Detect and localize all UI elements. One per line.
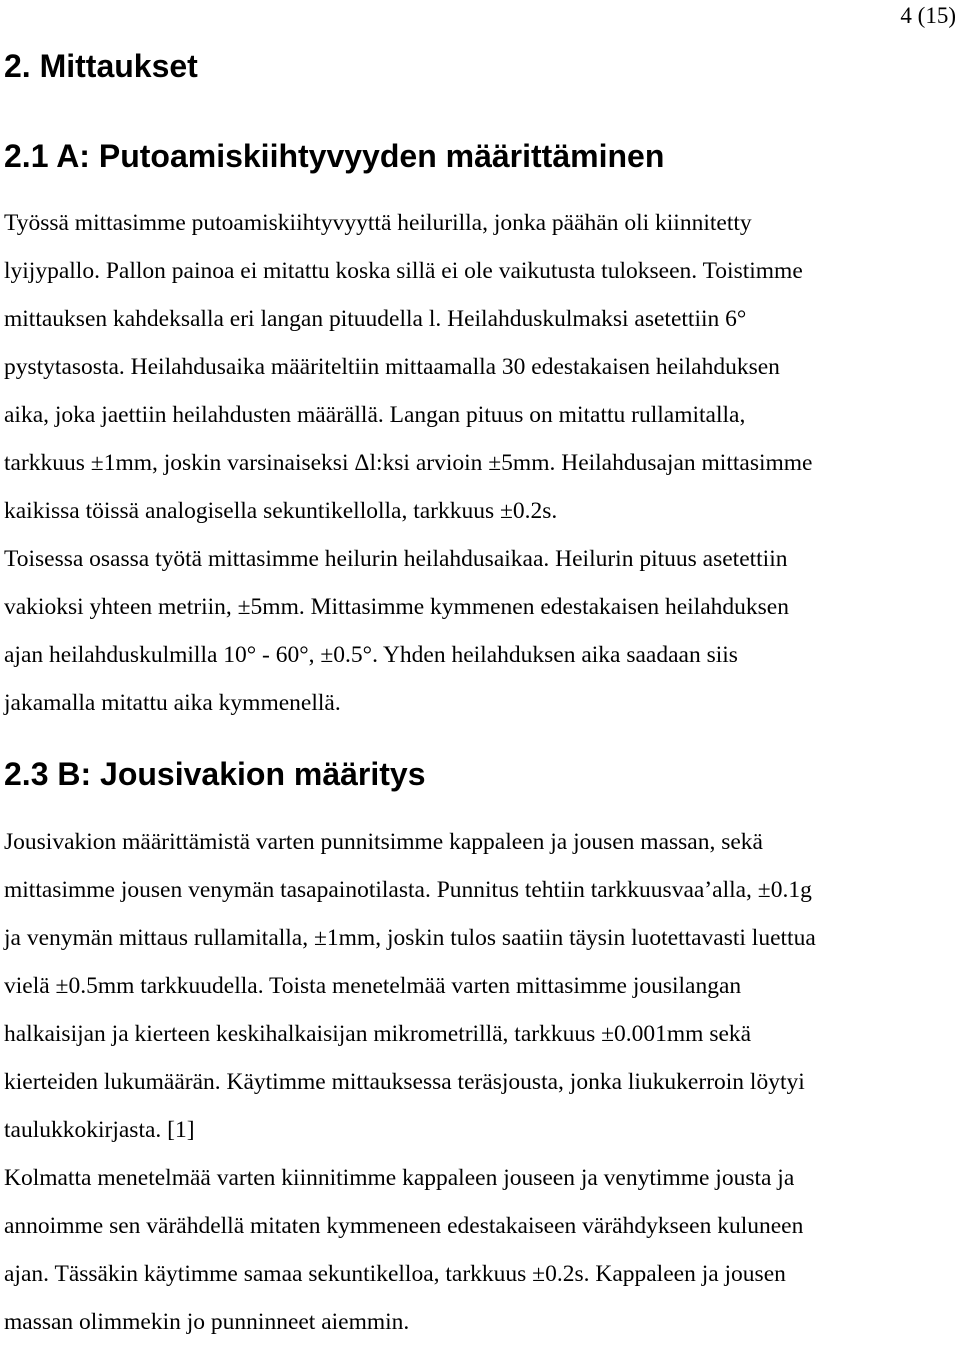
text-line: Jousivakion määrittämistä varten punnitsimme kappaleen ja jousen massan, sekä <box>4 829 763 855</box>
text-line: jakamalla mitattu aika kymmenellä. <box>4 690 341 716</box>
text-line: pystytasosta. Heilahdusaika määriteltiin mittaamalla 30 edestakaisen heilahduksen <box>4 354 780 380</box>
subsection-a-title: 2.1 A: Putoamiskiihtyvyyden määrittäminen <box>4 138 665 174</box>
text-line: Toisessa osassa työtä mittasimme heilurin heilahdusaikaa. Heilurin pituus asetettiin <box>4 546 788 572</box>
text-line: halkaisijan ja kierteen keskihalkaisijan mikrometrillä, tarkkuus ±0.001mm sekä <box>4 1021 752 1047</box>
text-line: ja venymän mittaus rullamitalla, ±1mm, joskin tulos saatiin täysin luotettavasti luettua <box>4 925 816 951</box>
text-line: Kolmatta menetelmää varten kiinnitimme kappaleen jouseen ja venytimme jousta ja <box>4 1165 795 1191</box>
text-line: lyijypallo. Pallon painoa ei mitattu koska sillä ei ole vaikutusta tulokseen. Toistimme <box>4 258 803 284</box>
subsection-b-paragraph <box>4 818 958 1346</box>
text-line: ajan. Tässäkin käytimme samaa sekuntikelloa, tarkkuus ±0.2s. Kappaleen ja jousen <box>4 1261 786 1287</box>
subsection-a-paragraph <box>4 199 958 727</box>
text-line: vielä ±0.5mm tarkkuudella. Toista menetelmää varten mittasimme jousilangan <box>4 973 742 999</box>
text-line: kierteiden lukumäärän. Käytimme mittauksessa teräsjousta, jonka liukukerroin löytyi <box>4 1069 805 1095</box>
text-line: aika, joka jaettiin heilahdusten määrällä. Langan pituus on mitattu rullamitalla, <box>4 402 746 428</box>
text-line: mittauksen kahdeksalla eri langan pituudella l. Heilahduskulmaksi asetettiin 6° <box>4 306 747 332</box>
text-line: massan olimmekin jo punninneet aiemmin. <box>4 1309 410 1335</box>
text-line: annoimme sen värähdellä mitaten kymmeneen edestakaiseen värähdykseen kuluneen <box>4 1213 804 1239</box>
text-line: vakioksi yhteen metriin, ±5mm. Mittasimme kymmenen edestakaisen heilahduksen <box>4 594 789 620</box>
subsection-b-title: 2.3 B: Jousivakion määritys <box>4 756 426 792</box>
text-line: Työssä mittasimme putoamiskiihtyvyyttä heilurilla, jonka päähän oli kiinnitetty <box>4 210 752 236</box>
text-line: tarkkuus ±1mm, joskin varsinaiseksi Δl:ksi arvioin ±5mm. Heilahdusajan mittasimme <box>4 450 813 476</box>
text-line: mittasimme jousen venymän tasapainotilasta. Punnitus tehtiin tarkkuusvaa’alla, ±0.1g <box>4 877 812 903</box>
text-line: kaikissa töissä analogisella sekuntikellolla, tarkkuus ±0.2s. <box>4 498 558 524</box>
page-number: 4 (15) <box>900 3 956 28</box>
text-line: taulukkokirjasta. [1] <box>4 1117 195 1143</box>
section-title: 2. Mittaukset <box>4 48 198 84</box>
text-line: ajan heilahduskulmilla 10° - 60°, ±0.5°. Yhden heilahduksen aika saadaan siis <box>4 642 738 668</box>
